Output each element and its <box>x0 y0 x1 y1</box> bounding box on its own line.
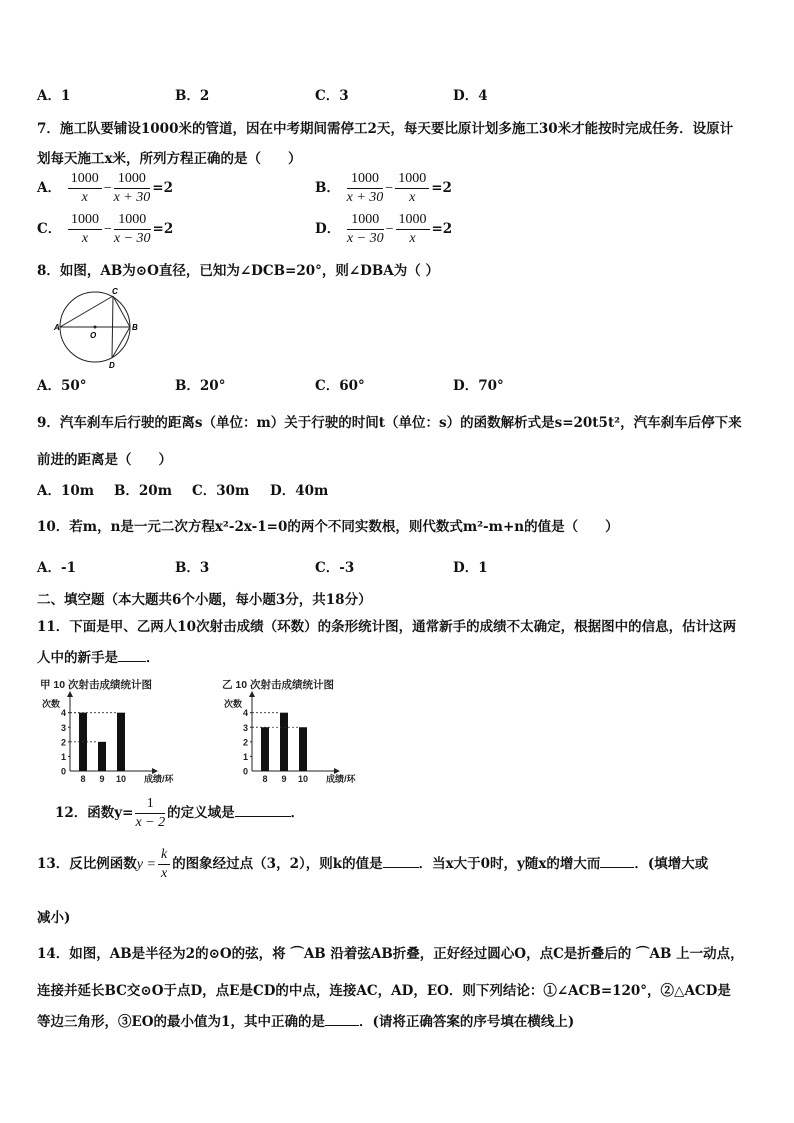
fraction <box>114 170 151 207</box>
bar-9 <box>280 713 288 771</box>
numerator: 1000 <box>396 211 430 230</box>
answer-blank <box>325 1013 359 1026</box>
x-axis-label: 成绩/环 <box>326 774 356 784</box>
numerator: 1000 <box>347 211 384 230</box>
q8-stem: 8．如图，AB为⊙O直径，已知为∠DCB=20°，则∠DBA为（ ） <box>37 263 439 279</box>
q7-option-c <box>37 211 173 248</box>
fraction <box>395 170 429 207</box>
x-tick-label: 9 <box>99 774 105 784</box>
q14-text-end: ．(请将正确答案的序号填在横线上) <box>358 1014 575 1030</box>
q6-option-c: C．3 <box>315 88 349 104</box>
q7-option-b <box>315 170 452 207</box>
q11-stem-line2 <box>37 646 160 666</box>
q13-prefix: 13．反比例函数 <box>37 856 137 872</box>
fraction <box>135 795 165 832</box>
denominator: x <box>409 190 416 205</box>
q14-line2: 连接并延长BC交⊙O于点D，点E是CD的中点，连接AC，AD，EO．则下列结论：①∠ACB=120°，②△ACD是 <box>37 983 731 999</box>
q7-stem-line1: 7．施工队要铺设1000米的管道，因在中考期间需停工2天，每天要比原计划多施工30米才能按时完成任务．设原计 <box>37 121 734 137</box>
fraction <box>347 211 384 248</box>
numerator: k <box>158 846 170 865</box>
y-tick-label: 0 <box>61 766 67 777</box>
answer-blank <box>118 649 146 662</box>
label-b: B <box>132 323 138 332</box>
q9-stem-line1: 9．汽车刹车后行驶的距离s（单位：m）关于行驶的时间t（单位：s）的函数解析式是s=20t5t²，汽车刹车后停下来 <box>37 415 742 431</box>
y-tick-label: 2 <box>61 737 67 748</box>
answer-blank <box>235 804 291 817</box>
q7-option-a <box>37 170 173 207</box>
q13-line2: 减小) <box>37 910 71 926</box>
y-tick-label: 1 <box>61 751 67 762</box>
q7-option-d <box>315 211 452 248</box>
numerator: 1 <box>135 795 165 814</box>
chart-jia <box>36 676 211 788</box>
denominator: x <box>81 231 89 246</box>
chart-title: 乙 10 次射击成绩统计图 <box>222 679 335 691</box>
chord-ac <box>60 296 113 327</box>
q13-y: y = <box>136 857 156 872</box>
x-tick-label: 9 <box>281 774 287 784</box>
denominator: x − 2 <box>135 815 166 830</box>
q14-line1: 14．如图，AB是半径为2的⊙O的弦，将 ⌒AB 沿着弦AB折叠，正好经过圆心O，点C是折叠后的 ⌒AB 上一动点， <box>37 946 744 962</box>
minus-sign: − <box>385 222 394 237</box>
center-point <box>94 326 97 329</box>
chord-db <box>112 327 130 358</box>
denominator: x − 30 <box>346 231 384 246</box>
answer-blank <box>600 855 634 868</box>
minus-sign: − <box>103 181 112 196</box>
label-o: O <box>90 331 97 340</box>
y-tick-label: 3 <box>243 722 249 733</box>
q12-prefix: 12．函数y= <box>55 805 134 821</box>
fraction <box>114 211 151 248</box>
q11-text-end: ． <box>146 650 160 666</box>
equals-2: =2 <box>152 221 174 237</box>
bar-10 <box>117 713 125 771</box>
chart-title: 甲 10 次射击成绩统计图 <box>40 679 153 691</box>
minus-sign: − <box>385 181 394 196</box>
chord-cb <box>113 296 130 327</box>
fraction <box>158 846 170 883</box>
denominator: x <box>160 866 168 881</box>
label-a: A <box>54 323 60 332</box>
chart-yi <box>218 676 393 788</box>
q13-line1 <box>37 846 708 883</box>
y-tick-label: 4 <box>61 708 67 719</box>
answer-blank <box>383 855 419 868</box>
q7-option-d-label: D． <box>315 221 341 237</box>
numerator: 1000 <box>347 170 384 189</box>
fraction <box>396 211 430 248</box>
denominator: x − 30 <box>113 231 151 246</box>
q9-stem-line2: 前进的距离是（ ） <box>37 452 172 468</box>
equals-2: =2 <box>431 180 452 196</box>
q13-mid2: ．当x大于0时，y随x的增大而 <box>418 856 601 872</box>
numerator: 1000 <box>395 170 429 189</box>
equals-2: =2 <box>431 221 453 237</box>
y-axis-arrow <box>67 691 73 697</box>
y-tick-label: 2 <box>243 737 249 748</box>
section-2-heading: 二、填空题（本大题共6个小题，每小题3分，共18分） <box>37 592 372 608</box>
q11-stem-line1: 11．下面是甲、乙两人10次射击成绩（环数）的条形统计图，通常新手的成绩不太确定，根据图中的信息，估计这两 <box>37 619 737 635</box>
q9-option-c: C．30m <box>192 483 250 499</box>
y-tick-label: 3 <box>61 722 67 733</box>
denominator: x + 30 <box>113 190 151 205</box>
q12-end: ． <box>290 805 305 821</box>
q6-option-a: A．1 <box>37 88 71 104</box>
q9-option-b: B．20m <box>114 483 172 499</box>
y-axis-label: 次数 <box>42 699 61 709</box>
denominator: x <box>81 190 88 205</box>
q10-option-d: D．1 <box>453 560 488 576</box>
y-axis-label: 次数 <box>224 699 243 709</box>
bar-8 <box>261 727 269 771</box>
q10-stem: 10．若m，n是一元二次方程x²-2x-1=0的两个不同实数根，则代数式m²-m+n的值是（ ） <box>37 519 619 535</box>
q8-option-b: B．20° <box>175 378 226 394</box>
q7-option-a-label: A． <box>37 180 61 196</box>
fraction <box>347 170 384 207</box>
label-d: D <box>109 361 115 370</box>
equals-2: =2 <box>152 180 173 196</box>
q6-option-b: B．2 <box>175 88 210 104</box>
q10-option-b: B．3 <box>175 560 210 576</box>
label-c: C <box>112 287 118 296</box>
numerator: 1000 <box>68 211 102 230</box>
q8-option-c: C．60° <box>315 378 365 394</box>
numerator: 1000 <box>114 211 151 230</box>
q9-option-a: A．10m <box>37 483 95 499</box>
q9-option-d: D．40m <box>270 483 329 499</box>
q11-text: 人中的新手是 <box>37 650 118 666</box>
q12-suffix: 的定义域是 <box>167 805 235 821</box>
fraction <box>68 170 102 207</box>
x-tick-label: 10 <box>297 774 309 784</box>
q14-line3 <box>37 1010 574 1030</box>
fraction <box>68 211 102 248</box>
chord-cd <box>112 296 113 358</box>
numerator: 1000 <box>68 170 102 189</box>
y-tick-label: 0 <box>243 766 249 777</box>
q8-circle-figure <box>50 285 146 370</box>
q14-text: 等边三角形，③EO的最小值为1，其中正确的是 <box>37 1014 325 1030</box>
x-axis-label: 成绩/环 <box>144 774 174 784</box>
q10-option-c: C．-3 <box>315 560 355 576</box>
x-tick-label: 8 <box>80 774 86 784</box>
q13-end: ．(填增大或 <box>634 856 709 872</box>
q7-option-c-label: C． <box>37 221 62 237</box>
q8-option-d: D．70° <box>453 378 504 394</box>
q12-line <box>55 795 304 832</box>
numerator: 1000 <box>114 170 151 189</box>
denominator: x <box>409 231 416 246</box>
denominator: x + 30 <box>346 190 384 205</box>
y-axis-arrow <box>249 691 255 697</box>
q13-mid: 的图象经过点（3，2），则k的值是 <box>172 856 383 872</box>
q8-option-a: A．50° <box>37 378 87 394</box>
q6-option-d: D．4 <box>453 88 488 104</box>
bar-10 <box>299 727 307 771</box>
q7-stem-line2: 划每天施工x米，所列方程正确的是（ ） <box>37 151 302 167</box>
q10-option-a: A．-1 <box>37 560 76 576</box>
bar-9 <box>98 742 106 771</box>
x-tick-label: 10 <box>115 774 127 784</box>
x-tick-label: 8 <box>262 774 268 784</box>
y-tick-label: 4 <box>243 708 249 719</box>
q7-option-b-label: B． <box>315 180 340 196</box>
y-tick-label: 1 <box>243 751 249 762</box>
minus-sign: − <box>103 222 112 237</box>
